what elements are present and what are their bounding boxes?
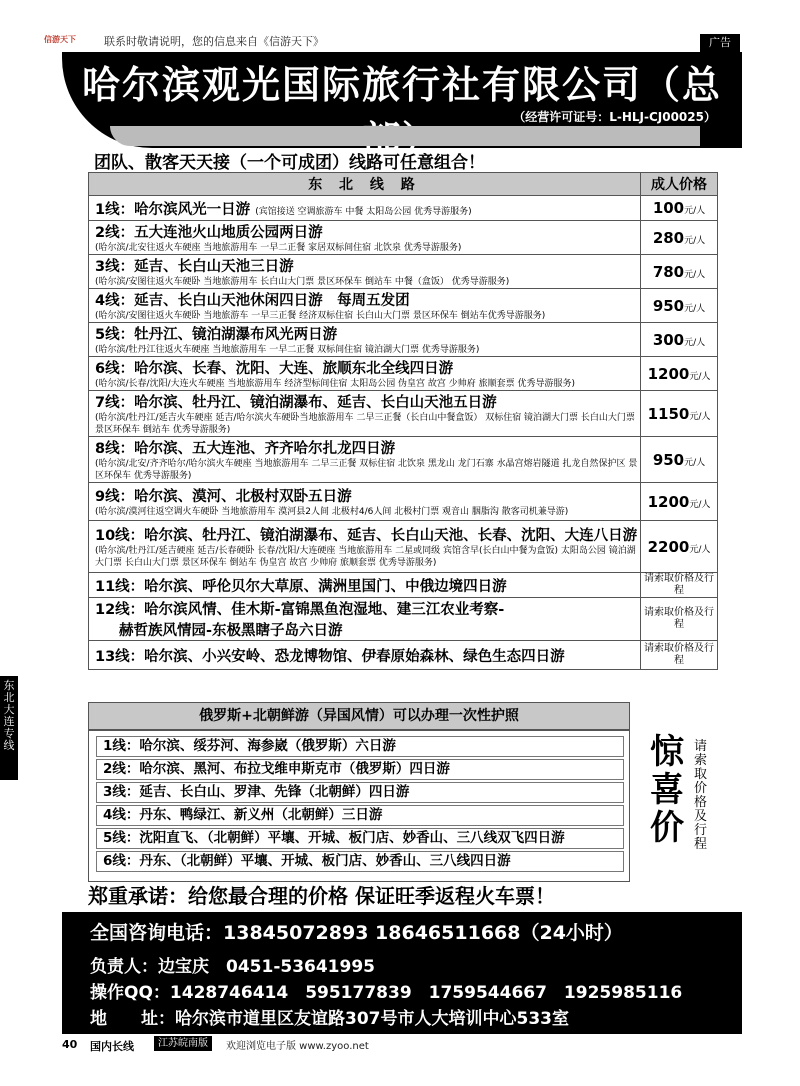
page-number: 40 xyxy=(62,1038,78,1051)
price-unit: 元/人 xyxy=(689,411,711,422)
route-title: 12线：哈尔滨风情、佳木斯-富锦黑鱼泡湿地、建三江农业考察- xyxy=(95,602,505,618)
route-title: 2线：五大连池火山地质公园两日游 xyxy=(95,225,323,241)
route-cell xyxy=(89,521,641,573)
ad-badge: 广告 xyxy=(700,34,740,52)
route-cell xyxy=(89,289,641,323)
table-row xyxy=(89,391,718,437)
table-row xyxy=(89,357,718,391)
route-detail: (哈尔滨/北安/齐齐哈尔/哈尔滨火车硬座 当地旅游用车 二早三正餐 双标住宿 北饮泉 黑龙山 龙门石寨 水晶宫熔岩隧道 扎龙自然保护区 景区环保车 优秀导游服务) xyxy=(95,459,638,481)
header-swoosh xyxy=(110,126,700,146)
price-request: 请索取价格及行程 xyxy=(644,607,714,630)
route-cell xyxy=(89,573,641,598)
table-row xyxy=(89,437,718,483)
route-detail: (哈尔滨/漠河往返空调火车硬卧 当地旅游用车 漠河县2人间 北极村4/6人间 北极村门票 观音山 胭脂沟 散客司机兼导游) xyxy=(95,507,569,517)
price-cell xyxy=(641,221,718,255)
price-value: 950 xyxy=(652,296,685,315)
price-value: 950 xyxy=(652,450,685,469)
route-detail: (哈尔滨/北安往返火车硬座 当地旅游用车 一早二正餐 家居双标间住宿 北饮泉 优秀导游服务) xyxy=(95,243,462,253)
price-unit: 元/人 xyxy=(689,371,711,382)
list-item: 4线：丹东、鸭绿江、新义州（北朝鲜）三日游 xyxy=(96,805,624,826)
price-cell xyxy=(641,641,718,670)
price-unit: 元/人 xyxy=(684,235,706,246)
price-cell xyxy=(641,483,718,521)
price-value: 2200 xyxy=(647,537,690,556)
price-value: 1200 xyxy=(647,364,690,383)
price-unit: 元/人 xyxy=(684,206,706,216)
price-unit: 元/人 xyxy=(684,337,706,348)
list-item: 6线：丹东、（北朝鲜）平壤、开城、板门店、妙香山、三八线四日游 xyxy=(96,851,624,872)
price-unit: 元/人 xyxy=(684,269,706,280)
col-price-header: 成人价格 xyxy=(641,173,718,196)
route-cell xyxy=(89,221,641,255)
price-cell xyxy=(641,323,718,357)
price-cell xyxy=(641,521,718,573)
hotline-numbers: 13845072893 18646511668（24小时） xyxy=(223,922,623,944)
table-row xyxy=(89,573,718,598)
list-item: 3线：延吉、长白山、罗津、先锋（北朝鲜）四日游 xyxy=(96,782,624,803)
address-value: 哈尔滨市道里区友谊路307号市人大培训中心533室 xyxy=(175,1009,569,1029)
table-row xyxy=(89,641,718,670)
qq-row xyxy=(90,978,682,1003)
company-name: 哈尔滨观光国际旅行社有限公司（总 xyxy=(81,63,722,107)
source-note: 联系时敬请说明，您的信息来自《信游天下》 xyxy=(104,35,324,48)
price-cell xyxy=(641,391,718,437)
route-cell xyxy=(89,255,641,289)
list-item: 1线：哈尔滨、绥芬河、海参崴（俄罗斯）六日游 xyxy=(96,736,624,757)
surprise-price: 惊喜价 xyxy=(650,732,684,848)
list-item: 2线：哈尔滨、黑河、布拉戈维申斯克市（俄罗斯）四日游 xyxy=(96,759,624,780)
table-row xyxy=(89,598,718,641)
price-cell xyxy=(641,196,718,221)
price-unit: 元/人 xyxy=(684,457,706,468)
manager-label: 负责人： xyxy=(90,957,158,977)
qq-label: 操作QQ： xyxy=(90,983,170,1003)
table-row xyxy=(89,323,718,357)
route-detail: (哈尔滨/牡丹江往返火车硬座 当地旅游用车 一早二正餐 双标间住宿 镜泊湖大门票 优秀导游服务) xyxy=(95,345,480,355)
contact-panel xyxy=(62,912,742,1034)
route-detail: (哈尔滨/安图往返火车硬卧 当地旅游车 一早三正餐 经济双标住宿 长白山大门票 景区环保车 倒站车优秀导游服务) xyxy=(95,311,546,321)
route-title-cont: 赫哲族风情园-东极黑瞎子岛六日游 xyxy=(119,623,343,639)
hotline-row xyxy=(90,918,623,945)
route-title: 3线：延吉、长白山天池三日游 xyxy=(95,259,294,275)
route-title: 13线：哈尔滨、小兴安岭、恐龙博物馆、伊春原始森林、绿色生态四日游 xyxy=(95,648,565,665)
price-cell xyxy=(641,437,718,483)
price-unit: 元/人 xyxy=(684,303,706,314)
route-cell xyxy=(89,357,641,391)
route-detail: (哈尔滨/牡丹江/延吉硬座 延吉/长春硬卧 长春/沈阳/大连硬座 当地旅游用车 二星或同级 宾馆含早(长白山中餐为盒饭) 太阳岛公园 镜泊湖大门票 长白山大门票 景区环保车 倒站车 伪皇宫 故宫 少帅府 旅顺套票 优秀导游服务) xyxy=(95,546,636,568)
route-detail: (哈尔滨/安图往返火车硬卧 当地旅游用车 长白山大门票 景区环保车 倒站车 中餐（盒饭） 优秀导游服务) xyxy=(95,277,510,287)
route-cell xyxy=(89,483,641,521)
table-row xyxy=(89,221,718,255)
price-unit: 元/人 xyxy=(689,499,711,510)
surprise-note: 请索取价格及行程 xyxy=(694,739,708,852)
side-section-tab: 东北大连专线 xyxy=(0,676,18,780)
route-title: 4线：延吉、长白山天池休闲四日游 每周五发团 xyxy=(95,293,410,309)
international-title: 俄罗斯+北朝鲜游（异国风情）可以办理一次性护照 xyxy=(88,702,630,730)
qq-value: 1428746414 595177839 1759544667 1925985116 xyxy=(169,983,683,1003)
route-title: 8线：哈尔滨、五大连池、齐齐哈尔扎龙四日游 xyxy=(95,441,396,457)
route-detail: (宾馆接送 空调旅游车 中餐 太阳岛公园 优秀导游服务) xyxy=(255,206,472,217)
table-row xyxy=(89,289,718,323)
route-title: 11线：哈尔滨、呼伦贝尔大草原、满洲里国门、中俄边境四日游 xyxy=(95,578,507,595)
price-cell xyxy=(641,573,718,598)
manager-row xyxy=(90,952,375,977)
edition-badge: 江苏皖南版 xyxy=(154,1036,212,1051)
list-item: 5线：沈阳直飞、（北朝鲜）平壤、开城、板门店、妙香山、三八线双飞四日游 xyxy=(96,828,624,849)
price-value: 780 xyxy=(652,262,685,281)
table-row xyxy=(89,521,718,573)
address-label: 地 址： xyxy=(90,1009,175,1029)
tagline: 团队、散客天天接（一个可成团）线路可任意组合！ xyxy=(94,153,485,173)
price-cell xyxy=(641,598,718,641)
section-name: 国内长线 xyxy=(90,1040,134,1053)
route-cell xyxy=(89,437,641,483)
table-row xyxy=(89,483,718,521)
price-value: 1200 xyxy=(647,492,690,511)
address-row xyxy=(90,1004,569,1029)
publication-logo: 信游天下 xyxy=(44,35,76,44)
route-title: 6线：哈尔滨、长春、沈阳、大连、旅顺东北全线四日游 xyxy=(95,361,454,377)
route-cell xyxy=(89,196,641,221)
route-cell xyxy=(89,391,641,437)
website-note: 欢迎浏览电子版 www.zyoo.net xyxy=(226,1041,369,1052)
route-title: 10线：哈尔滨、牡丹江、镜泊湖瀑布、延吉、长白山天池、长春、沈阳、大连八日游 xyxy=(95,528,638,544)
price-cell xyxy=(641,289,718,323)
price-value: 280 xyxy=(652,228,685,247)
price-request: 请索取价格及行程 xyxy=(644,643,714,666)
col-route-header: 东 北 线 路 xyxy=(89,173,641,196)
domestic-routes-table xyxy=(88,172,718,670)
table-row xyxy=(89,255,718,289)
route-title: 7线：哈尔滨、牡丹江、镜泊湖瀑布、延吉、长白山天池五日游 xyxy=(95,395,497,411)
price-unit: 元/人 xyxy=(689,544,711,555)
hotline-label: 全国咨询电话： xyxy=(90,922,224,944)
route-detail: (哈尔滨/牡丹江/延吉火车硬座 延吉/哈尔滨火车硬卧当地旅游用车 二早三正餐（长白山中餐盒饭） 双标住宿 镜泊湖大门票 长白山大门票 景区环保车 倒站车 优秀导游服务) xyxy=(95,413,635,435)
route-title: 5线：牡丹江、镜泊湖瀑布风光两日游 xyxy=(95,327,338,343)
price-value: 100 xyxy=(652,199,685,217)
manager-value: 边宝庆 0451-53641995 xyxy=(158,957,375,977)
route-cell xyxy=(89,323,641,357)
promise-banner: 郑重承诺：给您最合理的价格 保证旺季返程火车票！ xyxy=(88,884,555,908)
price-value: 300 xyxy=(652,330,685,349)
table-header-row xyxy=(89,173,718,196)
route-cell xyxy=(89,598,641,641)
route-cell xyxy=(89,641,641,670)
price-cell xyxy=(641,357,718,391)
price-cell xyxy=(641,255,718,289)
route-title: 9线：哈尔滨、漠河、北极村双卧五日游 xyxy=(95,489,352,505)
route-title: 1线：哈尔滨风光一日游 xyxy=(95,201,251,218)
license-number: （经营许可证号：L-HLJ-CJ00025） xyxy=(513,110,716,124)
price-request: 请索取价格及行程 xyxy=(644,573,714,596)
price-value: 1150 xyxy=(647,404,690,423)
route-detail: (哈尔滨/长春/沈阳/大连火车硬座 当地旅游用车 经济型标间住宿 太阳岛公园 伪皇宫 故宫 少帅府 旅顺套票 优秀导游服务) xyxy=(95,379,576,389)
table-row xyxy=(89,196,718,221)
